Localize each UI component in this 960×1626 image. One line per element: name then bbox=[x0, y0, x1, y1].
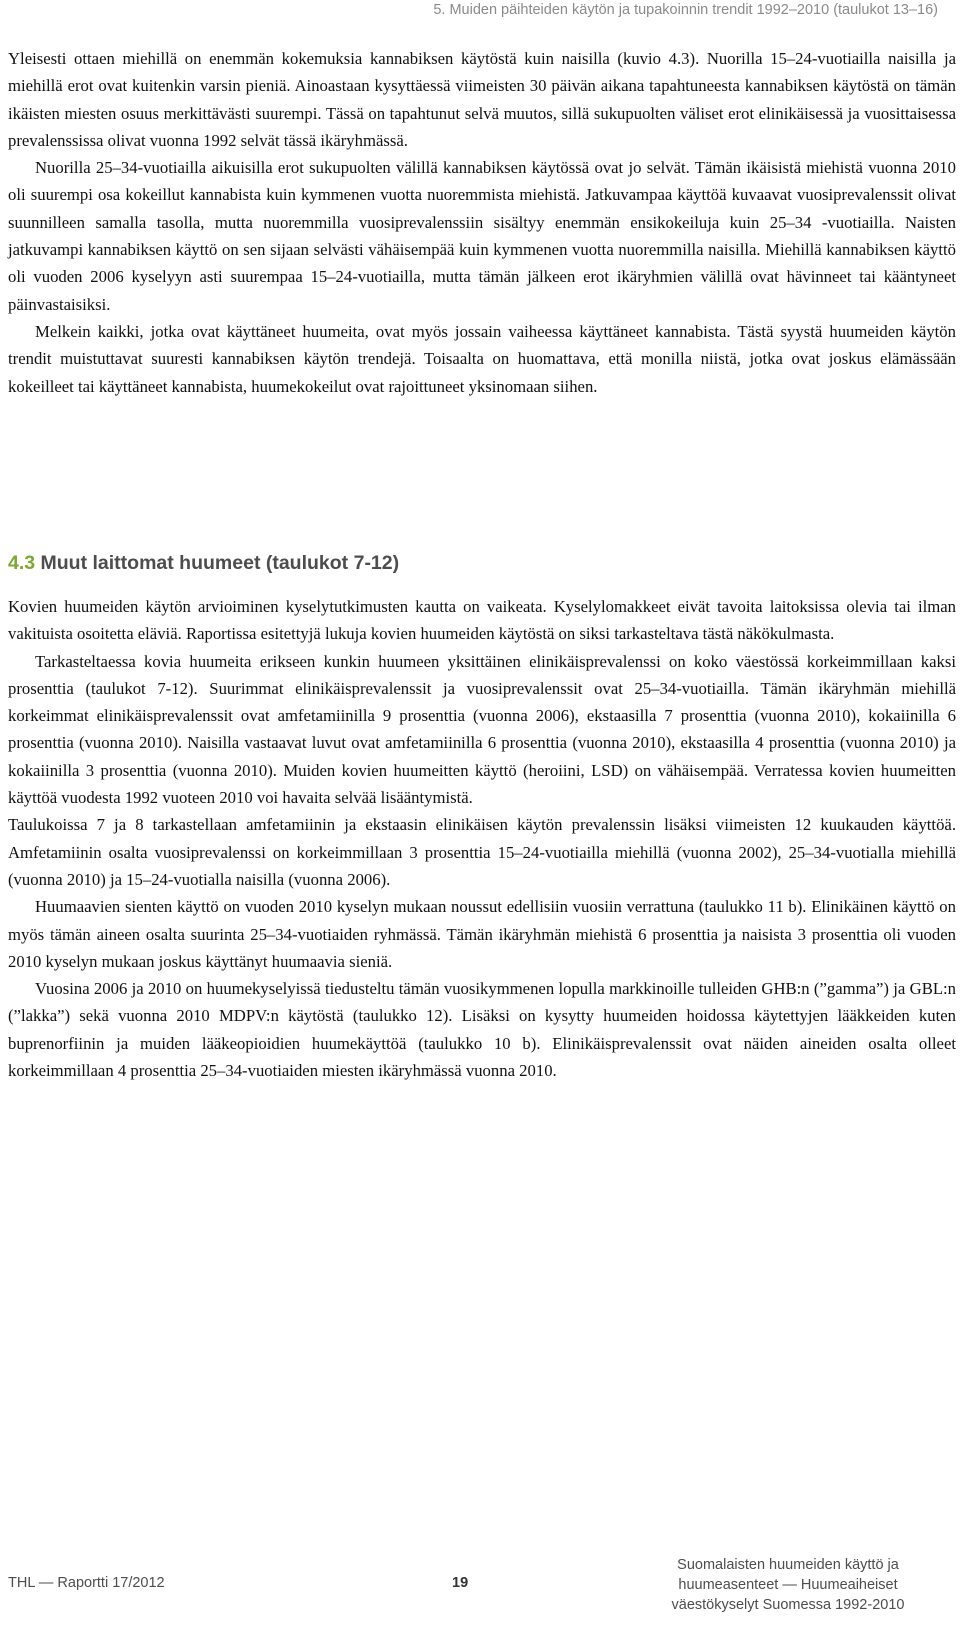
paragraph: Huumaavien sienten käyttö on vuoden 2010 kyselyn mukaan noussut edellisiin vuosiin verrattuna (taulukko 11 b). Elinikäinen käyttö on myös tämän aineen osalta suurinta 25–34-vuotiaiden ryhmässä. Tämän ikäryhmän miehistä 6 prosenttia ja naisista 3 prosenttia oli vuoden 2010 kyselyn mukaan joskus käyttänyt huumaavia sieniä. bbox=[8, 897, 956, 971]
footer-publisher: THL — Raportti 17/2012 bbox=[8, 1575, 165, 1591]
section-number: 4.3 bbox=[8, 552, 36, 574]
paragraph: Nuorilla 25–34-vuotiailla aikuisilla erot sukupuolten välillä kannabiksen käytössä ovat jo selvät. Tämän ikäisistä miehistä vuonna 2010 oli suurempi osa kokeillut kannabista kuin kymmenen vuotta nuoremmista miehistä. Jatkuvampaa käyttöä kuvaavat vuosiprevalenssit olivat suunnilleen samalla tasolla, mutta nuoremmilla vuosiprevalenssiin sisältyy enemmän ensikokeiluja kuin 25–34 -vuotiailla. Naisten jatkuvampi kannabiksen käyttö on sen sijaan selvästi vähäisempää kuin kymmenen vuotta nuoremmilla naisilla. Miehillä kannabiksen käyttö oli vuoden 2006 kyselyyn asti suurempaa 15–24-vuotiailla, mutta tämän jälkeen erot ikäryhmien välillä ovat hävinneet tai kääntyneet päinvastaisiksi. bbox=[8, 158, 956, 314]
footer-title-line: huumeasenteet — Huumeaiheiset bbox=[678, 1577, 898, 1593]
paragraph: Melkein kaikki, jotka ovat käyttäneet huumeita, ovat myös jossain vaiheessa käyttäneet kannabista. Tästä syystä huumeiden käytön trendit muistuttavat suuresti kannabiksen käytön trendejä. Toisaalta on huomattava, että monilla niistä, jotka ovat joskus elämässään kokeilleet tai käyttäneet kannabista, huumekokeilut ovat rajoittuneet yksinomaan siihen. bbox=[8, 321, 956, 396]
body-text-bottom bbox=[8, 593, 956, 1084]
paragraph: Kovien huumeiden käytön arvioiminen kyselytutkimusten kautta on vaikeata. Kyselylomakkeet eivät tavoita laitoksissa olevia tai ilman vakituista osoitetta eläviä. Raportissa esitettyjä lukuja kovien huumeiden käytöstä on siksi tarkasteltava tästä näkökulmasta. bbox=[8, 597, 956, 644]
body-text-top bbox=[8, 45, 956, 400]
running-header: 5. Muiden päihteiden käytön ja tupakoinnin trendit 1992–2010 (taulukot 13–16) bbox=[433, 2, 938, 18]
paragraph: Vuosina 2006 ja 2010 on huumekyselyissä tiedusteltu tämän vuosikymmenen lopulla markkinoille tulleiden GHB:n (”gamma”) ja GBL:n (”lakka”) sekä vuonna 2010 MDPV:n käytöstä (taulukko 12). Lisäksi on kysytty huumeiden hoidossa käytettyjen lääkkeiden kuten buprenorfiinin ja muiden lääkeopioidien huumekäyttöä (taulukko 10 b). Elinikäisprevalenssit ovat näiden aineiden osalta olleet korkeimmillaan 4 prosenttia 25–34-vuotiaiden miesten ikäryhmässä vuonna 2010. bbox=[8, 979, 956, 1081]
paragraph: Yleisesti ottaen miehillä on enemmän kokemuksia kannabiksen käytöstä kuin naisilla (kuvio 4.3). Nuorilla 15–24-vuotiailla naisilla ja miehillä erot ovat kuitenkin varsin pieniä. Ainoastaan kysyttäessä viimeisten 30 päivän aikana tapahtuneesta kannabiksen käytöstä on tämän ikäisten miesten osuus merkittävästi suurempi. Tässä on tapahtunut selvä muutos, sillä sukupuolten väliset erot elinikäisessä ja vuosittaisessa prevalenssissa olivat vuonna 1992 selvät tässä ikäryhmässä. bbox=[8, 49, 956, 150]
footer-publication-title bbox=[638, 1555, 938, 1615]
page-footer bbox=[0, 1557, 960, 1626]
footer-title-line: Suomalaisten huumeiden käyttö ja bbox=[677, 1557, 899, 1573]
page-number: 19 bbox=[452, 1575, 469, 1591]
section-heading bbox=[8, 552, 399, 575]
section-title: Muut laittomat huumeet (taulukot 7-12) bbox=[35, 552, 400, 574]
footer-title-line: väestökyselyt Suomessa 1992-2010 bbox=[671, 1597, 905, 1613]
paragraph: Tarkasteltaessa kovia huumeita erikseen kunkin huumeen yksittäinen elinikäisprevalenssi on koko väestössä korkeimmillaan kaksi prosenttia (taulukot 7-12). Suurimmat elinikäisprevalenssit ja vuosiprevalenssit ovat 25–34-vuotiailla. Tämän ikäryhmän miehillä korkeimmat elinikäisprevalenssit ovat amfetamiinilla 9 prosenttia (vuonna 2006), ekstaasilla 7 prosenttia (vuonna 2010), kokaiinilla 6 prosenttia (vuonna 2010). Naisilla vastaavat luvut ovat amfetamiinilla 6 prosenttia (vuonna 2010), ekstaasilla 4 prosenttia (vuonna 2010) ja kokaiinilla 3 prosenttia (vuonna 2010). Muiden kovien huumeitten käyttö (heroiini, LSD) on vähäisempää. Verratessa kovien huumeitten käyttöä vuodesta 1992 vuoteen 2010 voi havaita selvää lisääntymistä. bbox=[8, 651, 956, 808]
paragraph: Taulukoissa 7 ja 8 tarkastellaan amfetamiinin ja ekstaasin elinikäisen käytön prevalenssin lisäksi viimeisten 12 kuukauden käyttöä. Amfetamiinin osalta vuosiprevalenssi on korkeimmillaan 3 prosenttia 15–24-vuotiailla miehillä (vuonna 2002), 25–34-vuotialla miehillä (vuonna 2010) ja 15–24-vuotialla naisilla (vuonna 2006). bbox=[8, 815, 956, 889]
